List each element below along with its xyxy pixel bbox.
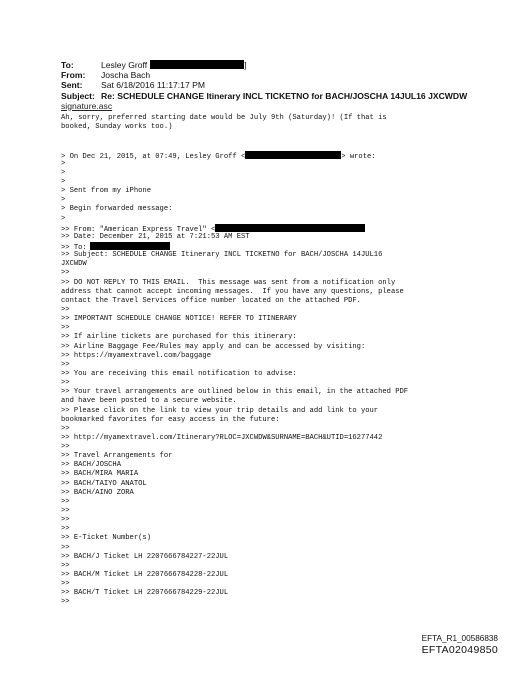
quote-line: >> BACH/JOSCHA	[61, 461, 121, 470]
attachment-link[interactable]: signature.asc	[61, 100, 113, 111]
quote-line: >>	[61, 525, 70, 534]
to-value: Lesley Groff	[101, 60, 148, 70]
bates-number-2: EFTA02049850	[421, 644, 498, 656]
to-label: To:	[61, 60, 74, 70]
quote-line: >>	[61, 580, 70, 589]
quote-line: >	[61, 214, 66, 223]
quote-line: > Begin forwarded message:	[61, 205, 173, 214]
sent-value: Sat 6/18/2016 11:17:17 PM	[101, 80, 205, 91]
quote-line	[61, 242, 501, 251]
subject-label: Subject:	[61, 90, 95, 101]
quote-line: contact the Travel Services office number located on the attached PDF.	[61, 296, 361, 305]
quote-text: > On Dec 21, 2015, at 07:49, Lesley Groff <	[61, 152, 246, 161]
to-row	[61, 60, 501, 70]
redaction-bar	[150, 60, 247, 70]
quote-line: >	[61, 159, 66, 168]
quote-line: >> Airline Baggage Fee/Rules may apply and can be accessed by visiting:	[61, 342, 366, 351]
quote-line: >	[61, 177, 66, 186]
sent-label: Sent:	[61, 80, 83, 91]
sent-row	[61, 80, 501, 90]
quote-line: >> BACH/MIRA MARIA	[61, 470, 139, 479]
subject-row	[61, 91, 501, 101]
quote-line: >> E-Ticket Number(s)	[61, 534, 151, 543]
quote-line: >> If airline tickets are purchased for this itinerary:	[61, 333, 297, 342]
quote-line: >> Subject: SCHEDULE CHANGE Itinerary INCL TICKETNO for BACH/JOSCHA 14JUL16	[61, 251, 383, 260]
email-body	[61, 114, 501, 608]
quote-line: >>	[61, 497, 70, 506]
quote-line: >>	[61, 598, 70, 607]
redaction-bar	[245, 151, 341, 159]
quote-line: >>	[61, 324, 70, 333]
quote-line: >>	[61, 561, 70, 570]
quote-text: > wrote:	[341, 152, 376, 161]
quote-line: >> Please click on the link to view your trip details and add link to your	[61, 406, 379, 415]
itinerary-link[interactable]: >> http://myamextravel.com/Itinerary?RLOC=JXCWDW&SURNAME=BACH&UTID=16277442	[61, 433, 383, 442]
quote-line: >>	[61, 360, 70, 369]
quote-line: address that cannot accept incoming messages. If you have any questions, please	[61, 287, 404, 296]
bates-footer	[422, 634, 498, 656]
quote-line: >>	[61, 379, 70, 388]
quote-text: >> To:	[61, 243, 87, 252]
quote-line: >>	[61, 516, 70, 525]
redaction-bar	[215, 224, 365, 232]
quote-line: >> BACH/AINO ZORA	[61, 488, 134, 497]
body-line: Ah, sorry, preferred starting date would be July 9th (Saturday)! (If that is	[61, 114, 387, 122]
quote-line: >>	[61, 269, 70, 278]
email-header	[61, 60, 501, 111]
quote-line: and have been posted to a secure website.	[61, 397, 237, 406]
quote-line: >> Date: December 21, 2015 at 7:21:53 AM EST	[61, 232, 250, 241]
body-line: booked, Sunday works too.)	[61, 123, 173, 132]
from-label: From:	[61, 70, 86, 81]
quote-text: >> From: "American Express Travel" <	[61, 225, 216, 234]
quote-line: >> BACH/M Ticket LH 2207666784228-22JUL	[61, 571, 229, 580]
quote-line: >> BACH/TAIYO ANATOL	[61, 479, 147, 488]
quote-line: >> BACH/J Ticket LH 2207666784227-22JUL	[61, 552, 229, 561]
subject-value: Re: SCHEDULE CHANGE Itinerary INCL TICKETNO for BACH/JOSCHA 14JUL16 JXCWDW	[101, 90, 468, 101]
redaction-bar	[90, 242, 170, 250]
quote-line: >>	[61, 305, 70, 314]
quote-line: >	[61, 168, 66, 177]
from-value: Joscha Bach	[101, 70, 151, 81]
quote-line: >> DO NOT REPLY TO THIS EMAIL. This message was sent from a notification only	[61, 278, 396, 287]
quote-line: >> You are receiving this email notification to advise:	[61, 369, 297, 378]
quote-line: >>	[61, 424, 70, 433]
quote-line	[61, 151, 501, 160]
quote-line: bookmarked favorites for easy access in the future:	[61, 415, 280, 424]
from-row	[61, 70, 501, 80]
quote-line: > Sent from my iPhone	[61, 187, 151, 196]
quote-line: >>	[61, 543, 70, 552]
to-suffix: ]	[244, 60, 247, 70]
quote-line	[61, 224, 501, 233]
quote-line: >> IMPORTANT SCHEDULE CHANGE NOTICE! REFER TO ITINERARY	[61, 315, 297, 324]
quote-line: >> https://myamextravel.com/baggage	[61, 351, 211, 360]
quote-line: >	[61, 196, 66, 205]
quote-line: JXCWDW	[61, 260, 87, 269]
quote-line: >> Your travel arrangements are outlined below in this email, in the attached PDF	[61, 388, 409, 397]
quote-line: >>	[61, 443, 70, 452]
quote-line: >> Travel Arrangements for	[61, 452, 173, 461]
quote-line: >> BACH/T Ticket LH 2207666784229-22JUL	[61, 589, 229, 598]
quote-line: >>	[61, 507, 70, 516]
bates-number-1: EFTA_R1_00586838	[421, 634, 498, 643]
